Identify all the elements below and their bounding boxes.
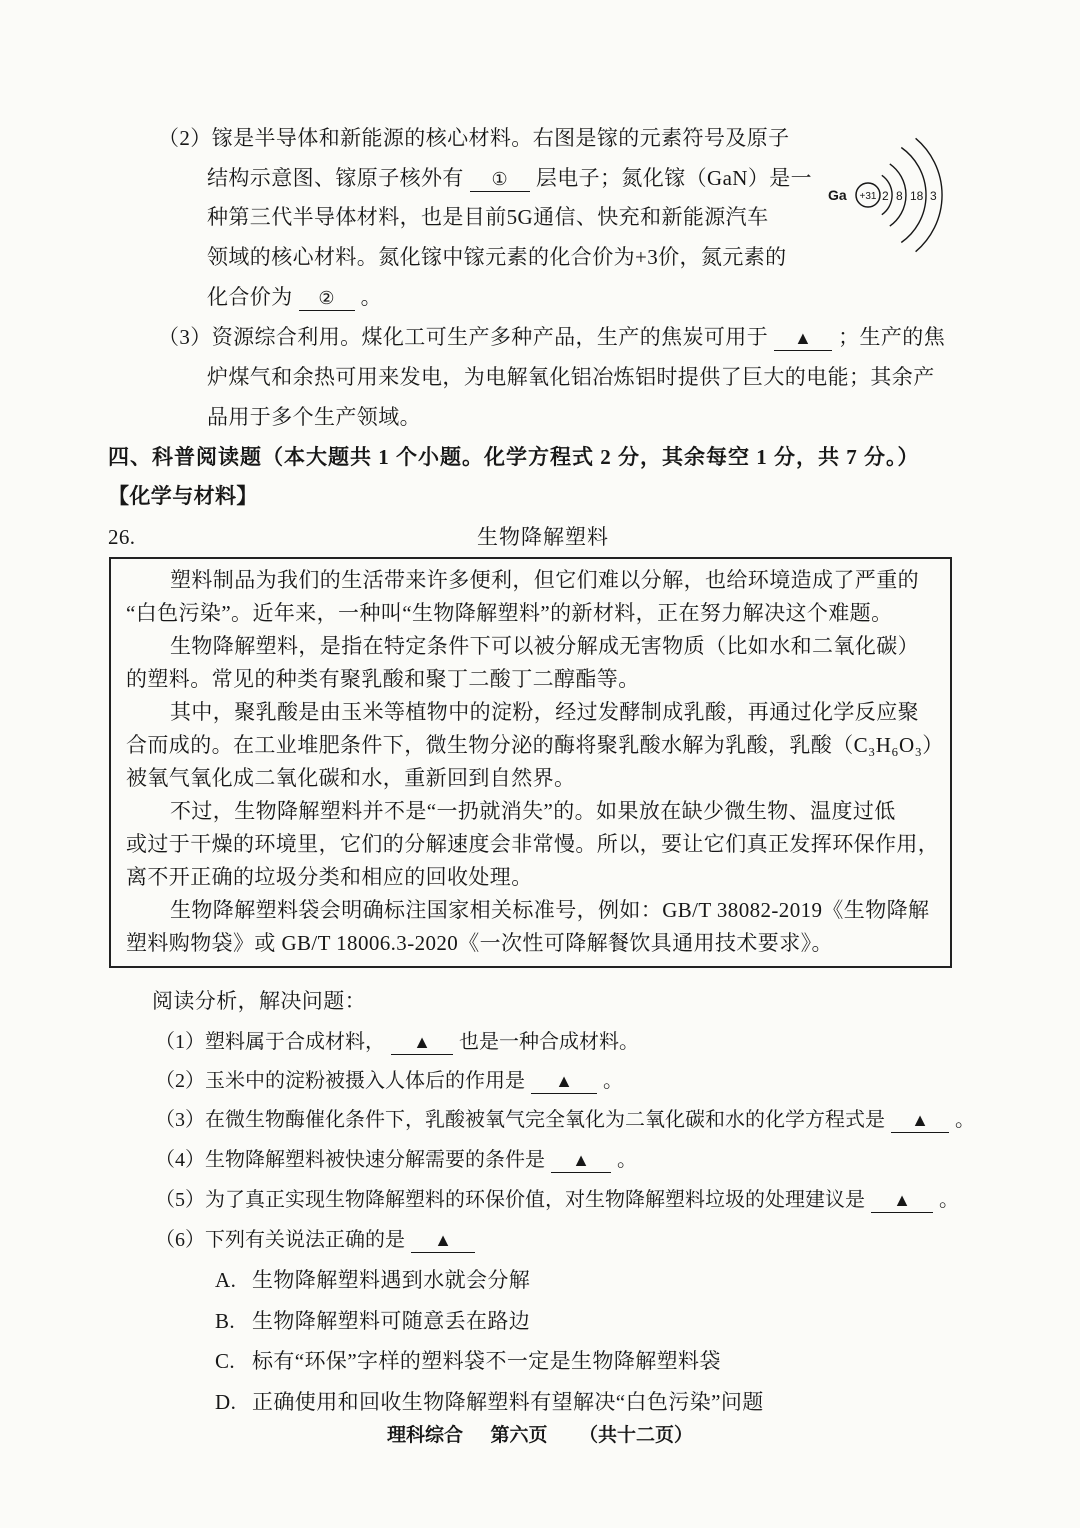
sub-question-5 xyxy=(155,1186,959,1214)
section-topic: 【化学与材料】 xyxy=(108,484,258,508)
answer-blank: ▲ xyxy=(411,1228,475,1253)
option-letter: A. xyxy=(215,1268,237,1292)
passage-line: 其中，聚乳酸是由玉米等植物中的淀粉，经过发酵制成乳酸，再通过化学反应聚 xyxy=(170,700,919,724)
option-text: 生物降解塑料遇到水就会分解 xyxy=(252,1268,531,1292)
answer-blank: ▲ xyxy=(871,1188,933,1213)
passage-title: 生物降解塑料 xyxy=(477,525,609,549)
option-letter: C. xyxy=(215,1349,236,1373)
option-letter: D. xyxy=(215,1390,237,1414)
q25-part2-line2-text-a: 结构示意图、镓原子核外有 xyxy=(207,166,464,190)
sub-question-text-end: 。 xyxy=(939,1189,959,1211)
answer-blank: ▲ xyxy=(391,1030,453,1055)
passage-box xyxy=(109,557,952,968)
q25-part3-line3: 品用于多个生产领域。 xyxy=(207,405,421,429)
option-c xyxy=(215,1347,721,1375)
passage-paragraph-3 xyxy=(126,696,950,795)
sub-question-text: （3）在微生物酶催化条件下，乳酸被氧气完全氧化为二氧化碳和水的化学方程式是 xyxy=(155,1109,885,1131)
option-a xyxy=(215,1266,530,1294)
passage-paragraph-2 xyxy=(126,630,950,696)
sub-question-text: （1）塑料属于合成材料， xyxy=(155,1031,385,1053)
footer-total-pages: （共十二页） xyxy=(579,1425,694,1446)
passage-line: 生物降解塑料袋会明确标注国家相关标准号，例如：GB/T 38082-2019《生物降解 xyxy=(170,898,930,922)
q25-part2-line2-text-b: 层电子；氮化镓（GaN）是一 xyxy=(535,166,813,190)
gallium-atom-structure-diagram xyxy=(822,135,950,257)
sub-question-text: （4）生物降解塑料被快速分解需要的条件是 xyxy=(155,1149,545,1171)
page-footer xyxy=(0,1422,1080,1450)
q25-part2-line3: 种第三代半导体材料，也是目前5G通信、快充和新能源汽车 xyxy=(207,205,769,229)
sub-question-text-end: 。 xyxy=(617,1149,637,1171)
q25-part2-line2 xyxy=(207,164,812,192)
footer-page-number: 第六页 xyxy=(490,1425,548,1446)
passage-line: 被氧气氧化成二氧化碳和水，重新回到自然界。 xyxy=(126,766,576,790)
option-b xyxy=(215,1307,530,1335)
answer-blank: ▲ xyxy=(891,1108,949,1133)
reading-prompt: 阅读分析，解决问题： xyxy=(152,989,366,1013)
sub-question-text-end: 也是一种合成材料。 xyxy=(459,1031,639,1053)
answer-blank: ▲ xyxy=(551,1148,611,1173)
q25-part2-line5-text-b: 。 xyxy=(360,285,383,309)
sub-question-text: （6）下列有关说法正确的是 xyxy=(155,1229,405,1251)
option-text: 生物降解塑料可随意丢在路边 xyxy=(252,1309,531,1333)
answer-blank-3: ▲ xyxy=(774,326,832,351)
q25-part3-line1-text-a: （3）资源综合利用。煤化工可生产多种产品，生产的焦炭可用于 xyxy=(158,325,769,349)
passage-line: 合而成的。在工业堆肥条件下，微生物分泌的酶将聚乳酸水解为乳酸，乳酸（C₃H₆O₃） xyxy=(126,733,944,757)
answer-blank-2: ② xyxy=(299,286,355,311)
sub-question-1 xyxy=(155,1028,639,1056)
shell-electrons-1: 2 xyxy=(882,189,889,203)
answer-blank-1: ① xyxy=(470,167,530,192)
passage-paragraph-4 xyxy=(126,795,950,894)
element-symbol: Ga xyxy=(828,187,847,203)
sub-question-4 xyxy=(155,1146,637,1174)
sub-question-6 xyxy=(155,1226,481,1254)
option-letter: B. xyxy=(215,1309,236,1333)
question-number: 26. xyxy=(108,525,136,549)
q25-part2-line1: （2）镓是半导体和新能源的核心材料。右图是镓的元素符号及原子 xyxy=(158,126,790,150)
sub-question-3 xyxy=(155,1106,975,1134)
passage-line: 不过，生物降解塑料并不是“一扔就消失”的。如果放在缺少微生物、温度过低 xyxy=(170,799,896,823)
sub-question-text-end: 。 xyxy=(955,1109,975,1131)
passage-line: 离不开正确的垃圾分类和相应的回收处理。 xyxy=(126,865,533,889)
passage-line: 的塑料。常见的种类有聚乳酸和聚丁二酸丁二醇酯等。 xyxy=(126,667,640,691)
sub-question-2 xyxy=(155,1067,623,1095)
sub-question-text: （2）玉米中的淀粉被摄入人体后的作用是 xyxy=(155,1070,525,1092)
q25-part2-line5 xyxy=(207,283,382,311)
shell-electrons-3: 18 xyxy=(910,189,924,203)
answer-blank: ▲ xyxy=(531,1069,597,1094)
q25-part3-line1-text-b: ；生产的焦 xyxy=(838,325,946,349)
passage-line: 塑料制品为我们的生活带来许多便利，但它们难以分解，也给环境造成了严重的 xyxy=(170,568,919,592)
sub-question-text: （5）为了真正实现生物降解塑料的环保价值，对生物降解塑料垃圾的处理建议是 xyxy=(155,1189,865,1211)
shell-electrons-4: 3 xyxy=(930,189,937,203)
passage-line: 或过于干燥的环境里，它们的分解速度会非常慢。所以，要让它们真正发挥环保作用， xyxy=(126,832,940,856)
passage-line: 生物降解塑料，是指在特定条件下可以被分解成无害物质（比如水和二氧化碳） xyxy=(170,634,919,658)
nuclear-charge: +31 xyxy=(859,191,877,202)
passage-paragraph-1 xyxy=(126,564,950,630)
q25-part2-line4: 领域的核心材料。氮化镓中镓元素的化合价为+3价，氮元素的 xyxy=(207,245,787,269)
option-text: 正确使用和回收生物降解塑料有望解决“白色污染”问题 xyxy=(252,1390,764,1414)
shell-electrons-2: 8 xyxy=(896,189,903,203)
option-text: 标有“环保”字样的塑料袋不一定是生物降解塑料袋 xyxy=(252,1349,721,1373)
q25-part3-line1 xyxy=(158,323,945,351)
option-d xyxy=(215,1388,764,1416)
sub-question-text-end: 。 xyxy=(603,1070,623,1092)
q25-part2-line5-text-a: 化合价为 xyxy=(207,285,293,309)
passage-line: “白色污染”。近年来，一种叫“生物降解塑料”的新材料，正在努力解决这个难题。 xyxy=(126,601,893,625)
section-heading: 四、科普阅读题（本大题共 1 个小题。化学方程式 2 分，其余每空 1 分，共 7 分。） xyxy=(108,445,920,469)
q25-part3-line2: 炉煤气和余热可用来发电，为电解氧化铝冶炼铝时提供了巨大的电能；其余产 xyxy=(207,365,935,389)
passage-line: 塑料购物袋》或 GB/T 18006.3-2020《一次性可降解餐饮具通用技术要求》。 xyxy=(126,931,833,955)
passage-paragraph-5 xyxy=(126,894,950,960)
footer-subject: 理科综合 xyxy=(386,1425,463,1446)
